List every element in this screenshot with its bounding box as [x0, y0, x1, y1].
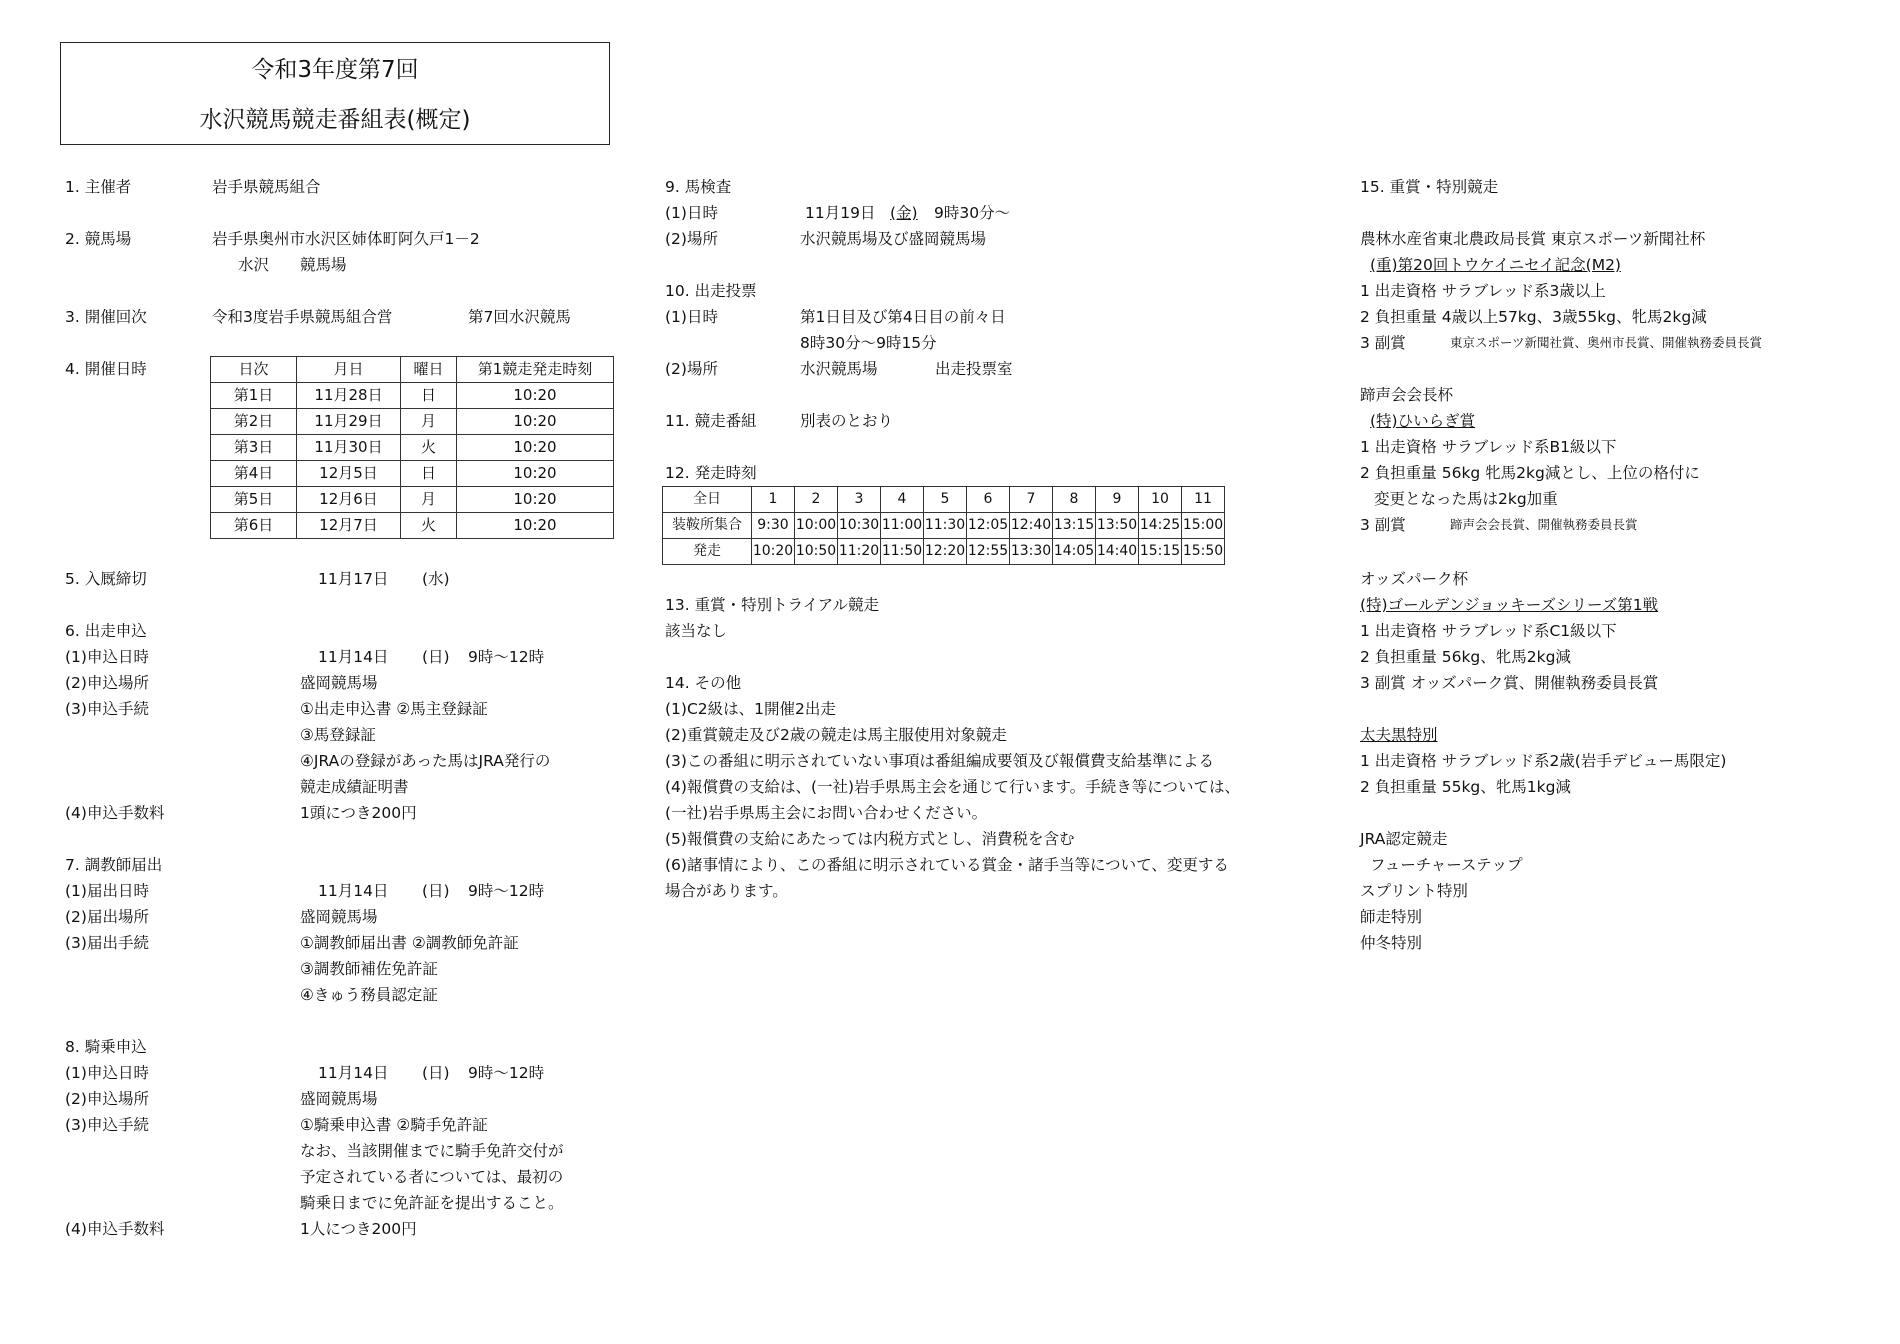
table-cell: 第3日 — [211, 435, 297, 461]
table-row — [211, 435, 614, 461]
table-cell: 9 — [1096, 487, 1139, 513]
table-cell: 14:25 — [1139, 513, 1182, 539]
table-row — [211, 357, 614, 383]
schedule-table — [210, 356, 614, 539]
s8-r1-time: 9時～12時 — [468, 1064, 545, 1082]
s10-r1-value2: 8時30分～9時15分 — [800, 334, 937, 352]
s7-r1-time: 9時～12時 — [468, 882, 545, 900]
s10-r2-label: (2)場所 — [665, 360, 718, 378]
table-cell: 8 — [1053, 487, 1096, 513]
s8-r3-l2: なお、当該開催までに騎手免許交付が — [300, 1142, 564, 1160]
s6-r2-value: 盛岡競馬場 — [300, 674, 378, 692]
table-cell: 1 — [752, 487, 795, 513]
s6-label: 6. 出走申込 — [65, 622, 147, 640]
s14-l4: (4)報償費の支給は、(一社)岩手県馬主会を通じて行います。手続き等については、 — [665, 778, 1241, 796]
s9-r1-dow: (金) — [890, 204, 918, 222]
s8-r1-dow: (日) — [422, 1064, 450, 1082]
s10-r1-label: (1)日時 — [665, 308, 718, 326]
table-cell: 12月5日 — [297, 461, 401, 487]
s14-l3: (3)この番組に明示されていない事項は番組編成要領及び報償費支給基準による — [665, 752, 1214, 770]
s8-r3-l1: ①騎乗申込書 ②騎手免許証 — [300, 1116, 488, 1134]
s6-r4-label: (4)申込手数料 — [65, 804, 165, 822]
r2-sponsor: 蹄声会会長杯 — [1360, 386, 1454, 404]
table-cell: 11:50 — [881, 539, 924, 565]
r1-q2: 2 負担重量 4歳以上57kg、3歳55kg、牝馬2kg減 — [1360, 308, 1707, 326]
title-box — [60, 42, 610, 145]
s6-r3-l1: ①出走申込書 ②馬主登録証 — [300, 700, 488, 718]
s13-label: 13. 重賞・特別トライアル競走 — [665, 596, 880, 614]
table-cell: 火 — [401, 513, 457, 539]
s7-r3-l2: ③調教師補佐免許証 — [300, 960, 438, 978]
jra-item: スプリント特別 — [1360, 882, 1468, 900]
s7-r1-dow: (日) — [422, 882, 450, 900]
table-cell: 13:50 — [1096, 513, 1139, 539]
schedule-header: 曜日 — [401, 357, 457, 383]
r2-q2: 2 負担重量 56kg 牝馬2kg減とし、上位の格付に — [1360, 464, 1700, 482]
s7-r2-value: 盛岡競馬場 — [300, 908, 378, 926]
r2-q3-label: 3 副賞 — [1360, 516, 1406, 534]
jra-item: 師走特別 — [1360, 908, 1423, 926]
table-cell: 11月29日 — [297, 409, 401, 435]
s9-r1-time: 9時30分～ — [934, 204, 1011, 222]
table-cell: 10:20 — [752, 539, 795, 565]
table-cell: 11月30日 — [297, 435, 401, 461]
s6-r1-label: (1)申込日時 — [65, 648, 149, 666]
table-cell: 2 — [795, 487, 838, 513]
s14-l1: (1)C2級は、1開催2出走 — [665, 700, 836, 718]
table-cell: 月 — [401, 487, 457, 513]
r3-name: (特)ゴールデンジョッキーズシリーズ第1戦 — [1360, 596, 1659, 614]
s8-r4-value: 1人につき200円 — [300, 1220, 417, 1238]
table-cell: 10:20 — [457, 409, 614, 435]
schedule-header: 第1競走発走時刻 — [457, 357, 614, 383]
r4-name: 太夫黒特別 — [1360, 726, 1438, 744]
table-cell: 10:20 — [457, 487, 614, 513]
s9-r1-label: (1)日時 — [665, 204, 718, 222]
s7-r3-l1: ①調教師届出書 ②調教師免許証 — [300, 934, 519, 952]
r1-name: (重)第20回トウケイニセイ記念(M2) — [1370, 256, 1621, 274]
table-cell: 10:20 — [457, 461, 614, 487]
s10-r2-value2: 出走投票室 — [935, 360, 1013, 378]
s6-r2-label: (2)申込場所 — [65, 674, 149, 692]
r2-q2b: 変更となった馬は2kg加重 — [1374, 490, 1558, 508]
s9-label: 9. 馬検査 — [665, 178, 732, 196]
s14-l5: (一社)岩手県馬主会にお問い合わせください。 — [665, 804, 988, 822]
s14-l8: 場合があります。 — [665, 882, 788, 900]
title-line1: 令和3年度第7回 — [251, 57, 419, 83]
s2-value2: 水沢 競馬場 — [238, 256, 347, 274]
s6-r3-label: (3)申込手続 — [65, 700, 149, 718]
table-row — [663, 487, 1225, 513]
table-cell: 5 — [924, 487, 967, 513]
table-cell: 6 — [967, 487, 1010, 513]
s6-r3-l3: ④JRAの登録があった馬はJRA発行の — [300, 752, 551, 770]
table-cell: 10 — [1139, 487, 1182, 513]
s15-label: 15. 重賞・特別競走 — [1360, 178, 1499, 196]
r1-q3-label: 3 副賞 — [1360, 334, 1406, 352]
jra-item: フューチャーステップ — [1370, 856, 1523, 874]
table-row — [211, 383, 614, 409]
table-cell: 11 — [1182, 487, 1225, 513]
r2-q3-value: 蹄声会会長賞、開催執務委員長賞 — [1450, 517, 1638, 532]
s11-label: 11. 競走番組 — [665, 412, 757, 430]
r2-q1: 1 出走資格 サラブレッド系B1級以下 — [1360, 438, 1617, 456]
s6-r1-dow: (日) — [422, 648, 450, 666]
s8-r2-label: (2)申込場所 — [65, 1090, 149, 1108]
table-cell: 10:20 — [457, 513, 614, 539]
s7-r3-label: (3)届出手続 — [65, 934, 149, 952]
s10-label: 10. 出走投票 — [665, 282, 757, 300]
table-cell: 15:50 — [1182, 539, 1225, 565]
table-cell: 第2日 — [211, 409, 297, 435]
table-cell: 10:20 — [457, 435, 614, 461]
table-cell: 15:00 — [1182, 513, 1225, 539]
s10-r2-value: 水沢競馬場 — [800, 360, 878, 378]
s2-value: 岩手県奥州市水沢区姉体町阿久戸1－2 — [212, 230, 480, 248]
table-cell: 14:40 — [1096, 539, 1139, 565]
table-cell: 第4日 — [211, 461, 297, 487]
table-row — [211, 461, 614, 487]
table-row — [211, 409, 614, 435]
r3-q3: 3 副賞 オッズパーク賞、開催執務委員長賞 — [1360, 674, 1659, 692]
table-cell: 12月6日 — [297, 487, 401, 513]
s8-r3-label: (3)申込手続 — [65, 1116, 149, 1134]
table-cell: 13:15 — [1053, 513, 1096, 539]
s4-label: 4. 開催日時 — [65, 360, 147, 378]
r2-name: (特)ひいらぎ賞 — [1370, 412, 1476, 430]
r1-q3-value: 東京スポーツ新聞社賞、奥州市長賞、開催執務委員長賞 — [1450, 335, 1763, 350]
schedule-header: 日次 — [211, 357, 297, 383]
table-cell: 12:20 — [924, 539, 967, 565]
s3-value: 令和3度岩手県競馬組合営 — [212, 308, 393, 326]
s6-r3-l2: ③馬登録証 — [300, 726, 376, 744]
s3-label: 3. 開催回次 — [65, 308, 147, 326]
s9-r2-label: (2)場所 — [665, 230, 718, 248]
s8-label: 8. 騎乗申込 — [65, 1038, 147, 1056]
s1-label: 1. 主催者 — [65, 178, 132, 196]
table-cell: 全日 — [663, 487, 752, 513]
table-cell: 9:30 — [752, 513, 795, 539]
table-row — [211, 513, 614, 539]
s8-r2-value: 盛岡競馬場 — [300, 1090, 378, 1108]
title-line2: 水沢競馬競走番組表(概定) — [199, 107, 471, 133]
table-cell: 第1日 — [211, 383, 297, 409]
table-cell: 4 — [881, 487, 924, 513]
table-cell: 10:50 — [795, 539, 838, 565]
s13-value: 該当なし — [665, 622, 728, 640]
table-cell: 3 — [838, 487, 881, 513]
table-cell: 日 — [401, 383, 457, 409]
table-cell: 12:55 — [967, 539, 1010, 565]
table-cell: 第6日 — [211, 513, 297, 539]
r4-q2: 2 負担重量 55kg、牝馬1kg減 — [1360, 778, 1571, 796]
table-cell: 11:20 — [838, 539, 881, 565]
table-cell: 12:05 — [967, 513, 1010, 539]
r1-sponsor: 農林水産省東北農政局長賞 東京スポーツ新聞社杯 — [1360, 230, 1706, 248]
table-row — [663, 539, 1225, 565]
table-cell: 11月28日 — [297, 383, 401, 409]
table-cell: 発走 — [663, 539, 752, 565]
schedule-header: 月日 — [297, 357, 401, 383]
s7-r2-label: (2)届出場所 — [65, 908, 149, 926]
s8-r3-l3: 予定されている者については、最初の — [300, 1168, 564, 1186]
r3-sponsor: オッズパーク杯 — [1360, 570, 1469, 588]
s2-label: 2. 競馬場 — [65, 230, 132, 248]
s12-label: 12. 発走時刻 — [665, 464, 757, 482]
table-cell: 12月7日 — [297, 513, 401, 539]
start-time-table — [662, 486, 1225, 565]
s14-l6: (5)報償費の支給にあたっては内税方式とし、消費税を含む — [665, 830, 1075, 848]
table-cell: 11:00 — [881, 513, 924, 539]
s5-dow: (水) — [422, 570, 450, 588]
s6-r1-date: 11月14日 — [318, 648, 389, 666]
table-cell: 7 — [1010, 487, 1053, 513]
table-row — [211, 487, 614, 513]
s7-r3-l3: ④きゅう務員認定証 — [300, 986, 438, 1004]
s5-label: 5. 入厩締切 — [65, 570, 147, 588]
s9-r1-date: 11月19日 — [805, 204, 876, 222]
s6-r1-time: 9時～12時 — [468, 648, 545, 666]
table-cell: 14:05 — [1053, 539, 1096, 565]
jra-label: JRA認定競走 — [1360, 830, 1448, 848]
table-cell: 11:30 — [924, 513, 967, 539]
r1-q1: 1 出走資格 サラブレッド系3歳以上 — [1360, 282, 1606, 300]
s14-l2: (2)重賞競走及び2歳の競走は馬主服使用対象競走 — [665, 726, 1007, 744]
table-cell: 15:15 — [1139, 539, 1182, 565]
s9-r2-value: 水沢競馬場及び盛岡競馬場 — [800, 230, 987, 248]
s8-r4-label: (4)申込手数料 — [65, 1220, 165, 1238]
table-cell: 10:20 — [457, 383, 614, 409]
s14-label: 14. その他 — [665, 674, 742, 692]
table-row — [663, 513, 1225, 539]
r3-q2: 2 負担重量 56kg、牝馬2kg減 — [1360, 648, 1571, 666]
s8-r1-date: 11月14日 — [318, 1064, 389, 1082]
s11-value: 別表のとおり — [800, 412, 894, 430]
s6-r4-value: 1頭につき200円 — [300, 804, 417, 822]
table-cell: 12:40 — [1010, 513, 1053, 539]
r3-q1: 1 出走資格 サラブレッド系C1級以下 — [1360, 622, 1617, 640]
s8-r3-l4: 騎乗日までに免許証を提出すること。 — [300, 1194, 564, 1212]
s8-r1-label: (1)申込日時 — [65, 1064, 149, 1082]
s7-label: 7. 調教師届出 — [65, 856, 163, 874]
table-cell: 日 — [401, 461, 457, 487]
table-cell: 10:30 — [838, 513, 881, 539]
s5-date: 11月17日 — [318, 570, 389, 588]
s7-r1-label: (1)届出日時 — [65, 882, 149, 900]
table-cell: 装鞍所集合 — [663, 513, 752, 539]
s6-r3-l4: 競走成績証明書 — [300, 778, 409, 796]
r4-q1: 1 出走資格 サラブレッド系2歳(岩手デビュー馬限定) — [1360, 752, 1727, 770]
jra-item: 仲冬特別 — [1360, 934, 1423, 952]
s10-r1-value: 第1日目及び第4日目の前々日 — [800, 308, 1006, 326]
table-cell: 火 — [401, 435, 457, 461]
s3-value2: 第7回水沢競馬 — [468, 308, 571, 326]
table-cell: 第5日 — [211, 487, 297, 513]
table-cell: 13:30 — [1010, 539, 1053, 565]
s14-l7: (6)諸事情により、この番組に明示されている賞金・諸手当等について、変更する — [665, 856, 1229, 874]
s1-value: 岩手県競馬組合 — [212, 178, 321, 196]
table-cell: 月 — [401, 409, 457, 435]
s7-r1-date: 11月14日 — [318, 882, 389, 900]
table-cell: 10:00 — [795, 513, 838, 539]
